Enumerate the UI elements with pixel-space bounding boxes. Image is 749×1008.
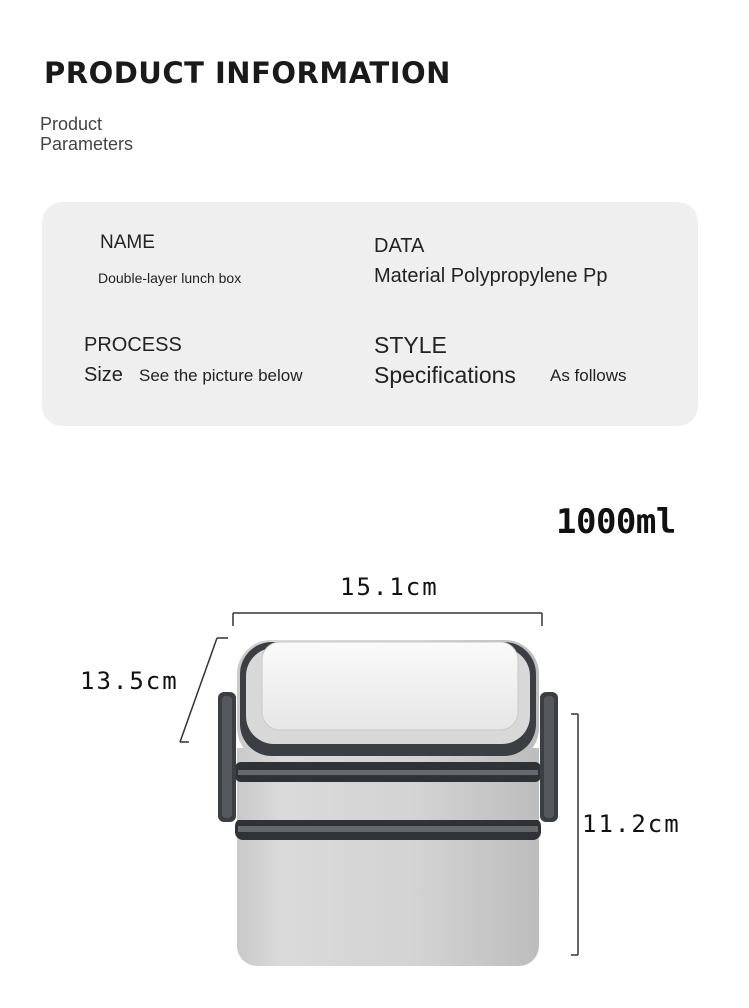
data-label: DATA: [374, 235, 425, 257]
subtitle-line-2: Parameters: [40, 134, 134, 154]
size-label: Size: [84, 364, 123, 386]
width-dimension: 15.1cm: [340, 573, 439, 601]
specifications-label: Specifications: [374, 362, 516, 388]
depth-dimension: 13.5cm: [80, 667, 179, 695]
width-bracket: [233, 613, 542, 626]
specifications-value: As follows: [550, 366, 627, 385]
name-label: NAME: [100, 232, 155, 253]
subtitle-line-1: Product: [40, 114, 103, 134]
size-value: See the picture below: [139, 366, 303, 385]
name-value: Double-layer lunch box: [98, 270, 242, 286]
height-bracket: [571, 714, 578, 955]
page-title: PRODUCT INFORMATION: [44, 56, 451, 90]
data-value: Material Polypropylene Pp: [374, 265, 608, 287]
lunch-box: [218, 640, 558, 966]
process-label: PROCESS: [84, 334, 182, 356]
style-label: STYLE: [374, 332, 447, 358]
capacity-label: 1000ml: [556, 502, 676, 542]
height-dimension: 11.2cm: [582, 810, 681, 838]
